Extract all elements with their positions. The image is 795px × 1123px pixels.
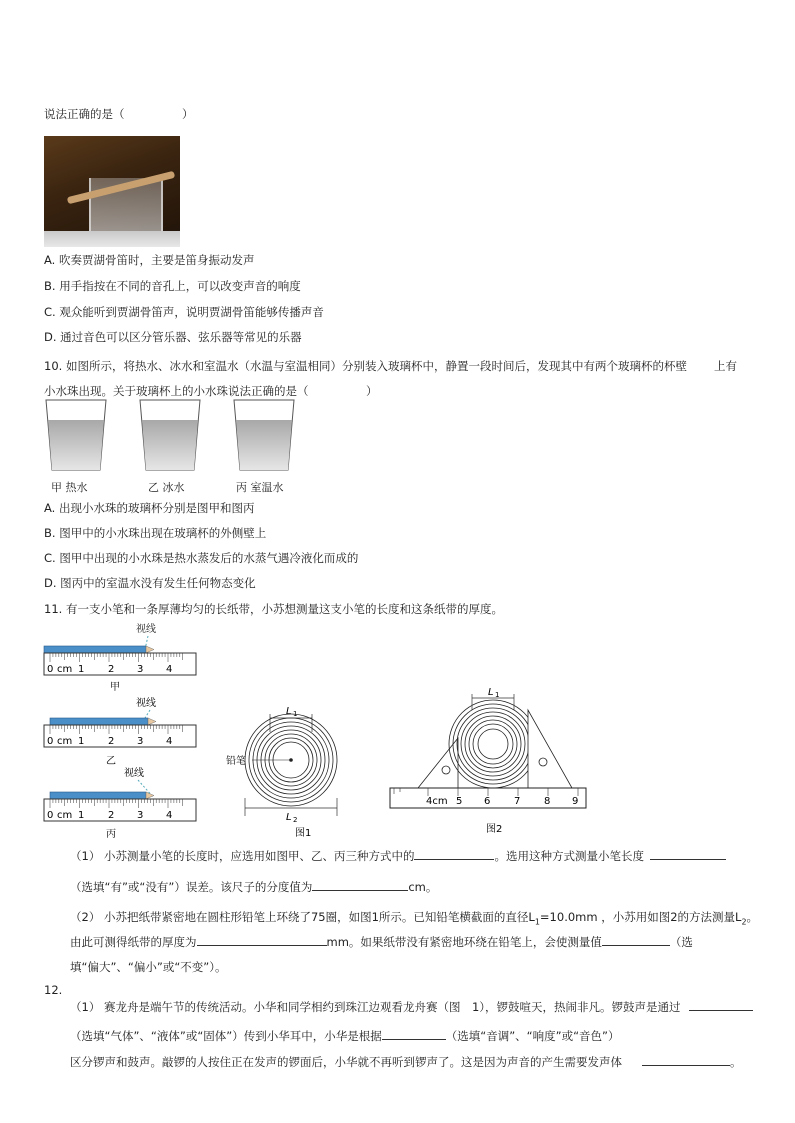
- answer-blank-property[interactable]: [382, 1028, 446, 1040]
- tick: 0: [47, 810, 54, 821]
- q10-stem-line1: 10. 如图所示，将热水、冰水和室温水（水温与室温相同）分别装入玻璃杯中，静置一段时间后，发现其中有两个玻璃杯的杯壁: [44, 359, 687, 373]
- fig2-tick: 9: [572, 796, 579, 807]
- tick: cm: [57, 736, 73, 747]
- cup-hot: [46, 400, 106, 470]
- fig2-tick: 5: [456, 796, 463, 807]
- tick: 4: [166, 810, 173, 821]
- label-bing: 丙: [106, 829, 116, 840]
- ruler-yi: [44, 696, 196, 767]
- sight-label: 视线: [124, 768, 144, 779]
- q9-stem-tail: 说法正确的是（ ）: [44, 107, 194, 121]
- q11-p2-sub1: 1: [534, 917, 540, 927]
- tick: 4: [166, 664, 173, 675]
- q11-p2-line1: [70, 909, 758, 926]
- bone-flute-photo: [44, 136, 180, 247]
- tick: 3: [137, 664, 144, 675]
- q10-stem-line1-tail: 上有: [714, 359, 737, 373]
- q11-p2-f: （选: [669, 935, 693, 949]
- fig2-tick: 4cm: [426, 796, 448, 807]
- l1-sub: 1: [293, 710, 298, 718]
- q9-option-d: D. 通过音色可以区分管乐器、弦乐器等常见的乐器: [44, 330, 302, 344]
- sight-label: 视线: [136, 624, 156, 635]
- q9-option-b: B. 用手指按在不同的音孔上，可以改变声音的响度: [44, 279, 301, 293]
- pencil-label: 铅笔: [226, 756, 246, 767]
- tick: 1: [78, 736, 85, 747]
- l2-label: L: [286, 812, 292, 823]
- tick: 0: [47, 736, 54, 747]
- q9-option-c: C. 观众能听到贾湖骨笛声，说明贾湖骨笛能够传播声音: [44, 305, 324, 319]
- q12-line2: [70, 1028, 620, 1044]
- figure1-caption: 图1: [295, 828, 312, 838]
- q10-stem-line2: 小水珠出现。关于玻璃杯上的小水珠说法正确的是（ ）: [44, 384, 378, 398]
- q11-p2-d: 由此可测得纸带的厚度为: [70, 935, 197, 949]
- tick: 2: [108, 810, 115, 821]
- q12-a: （1） 赛龙舟是端午节的传统活动。小华和同学相约到珠江边观看龙舟赛（图 1），锣鼓喧天，热闹非凡。锣鼓声是通过: [70, 1000, 681, 1014]
- figure1-coil: [226, 698, 354, 838]
- fig2-tick: 6: [484, 796, 491, 807]
- l1-label: L: [286, 706, 292, 717]
- fig2-l1-sub: 1: [495, 691, 500, 699]
- answer-blank-medium[interactable]: [689, 999, 753, 1011]
- tick: 1: [78, 810, 85, 821]
- q11-p1-d: cm。: [408, 880, 438, 894]
- q11-p1-b: 。选用这种方式测量小笔长度: [494, 849, 644, 863]
- tick: cm: [57, 810, 73, 821]
- q11-p2-c: 。: [746, 910, 759, 924]
- cup-label-hot: 甲 热水: [51, 481, 88, 494]
- tick: 4: [166, 736, 173, 747]
- l2-sub: 2: [293, 816, 298, 824]
- tick: 2: [108, 736, 115, 747]
- cup-room: [234, 400, 294, 470]
- q11-p1-line2: [70, 879, 437, 895]
- q11-p2-sub2: 2: [741, 917, 747, 927]
- q11-p2-line3: 填“偏大”、“偏小”或“不变”）。: [70, 960, 227, 974]
- fig2-tick: 8: [544, 796, 551, 807]
- answer-blank-error[interactable]: [650, 848, 726, 860]
- q11-p2-b: =10.0mm ，小苏用如图2的方法测量L: [539, 910, 742, 924]
- sight-label: 视线: [136, 698, 156, 709]
- label-yi: 乙: [106, 756, 116, 767]
- q11-p1-c: （选填“有”或“没有”）误差。该尺子的分度值为: [70, 880, 313, 894]
- tick: 2: [108, 664, 115, 675]
- q10-option-d: D. 图丙中的室温水没有发生任何物态变化: [44, 576, 256, 590]
- answer-blank-division[interactable]: [312, 879, 408, 891]
- fig2-tick: 7: [514, 796, 521, 807]
- figure2-measure: [384, 684, 594, 834]
- q11-p2-line2: [70, 934, 693, 950]
- figure2-caption: 图2: [486, 824, 503, 834]
- tick: 1: [78, 664, 85, 675]
- pencil-rulers-figure: [40, 622, 205, 840]
- answer-blank-vibration[interactable]: [642, 1054, 730, 1066]
- label-jia: 甲: [110, 682, 120, 693]
- answer-blank-method[interactable]: [414, 848, 494, 860]
- q11-p2-a: （2） 小苏把纸带紧密地在圆柱形铅笔上环绕了75圈，如图1所示。已知铅笔横截面的直径L: [70, 910, 535, 924]
- q10-option-b: B. 图甲中的小水珠出现在玻璃杯的外侧壁上: [44, 526, 267, 540]
- q11-stem: 11. 有一支小笔和一条厚薄均匀的长纸带，小苏想测量这支小笔的长度和这条纸带的厚度。: [44, 602, 503, 616]
- tick: cm: [57, 664, 73, 675]
- tick: 3: [137, 736, 144, 747]
- q12-c: （选填“音调”、“响度”或“音色”）: [445, 1029, 620, 1043]
- fig2-l1-label: L: [488, 687, 494, 698]
- q10-option-a: A. 出现小水珠的玻璃杯分别是图甲和图丙: [44, 501, 255, 515]
- q10-option-c: C. 图甲中出现的小水珠是热水蒸发后的水蒸气遇冷液化而成的: [44, 551, 359, 565]
- cup-label-ice: 乙 冰水: [148, 481, 185, 494]
- q11-p1-a: （1） 小苏测量小笔的长度时，应选用如图甲、乙、丙三种方式中的: [70, 849, 415, 863]
- ruler-bing: [44, 766, 196, 840]
- q12-number: 12.: [44, 983, 63, 997]
- cup-ice: [140, 400, 200, 470]
- cup-label-room: 丙 室温水: [236, 481, 284, 494]
- q12-line3: [70, 1054, 742, 1070]
- tick: 0: [47, 664, 54, 675]
- q12-e: 。: [730, 1055, 742, 1069]
- q12-b: （选填“气体”、“液体”或“固体”）传到小华耳中，小华是根据: [70, 1029, 382, 1043]
- q11-p1-line1: [70, 848, 726, 864]
- q9-option-a: A. 吹奏贾湖骨笛时，主要是笛身振动发声: [44, 253, 255, 267]
- tick: 3: [137, 810, 144, 821]
- q11-p2-e: mm。如果纸带没有紧密地环绕在铅笔上，会使测量值: [326, 935, 602, 949]
- ruler-jia: [44, 622, 196, 693]
- answer-blank-measured[interactable]: [602, 934, 670, 946]
- q12-line1: [70, 999, 753, 1015]
- answer-blank-thickness[interactable]: [197, 934, 327, 946]
- q12-d: 区分锣声和鼓声。敲锣的人按住正在发声的锣面后，小华就不再听到锣声了。这是因为声音的产生需要发声体: [70, 1055, 622, 1069]
